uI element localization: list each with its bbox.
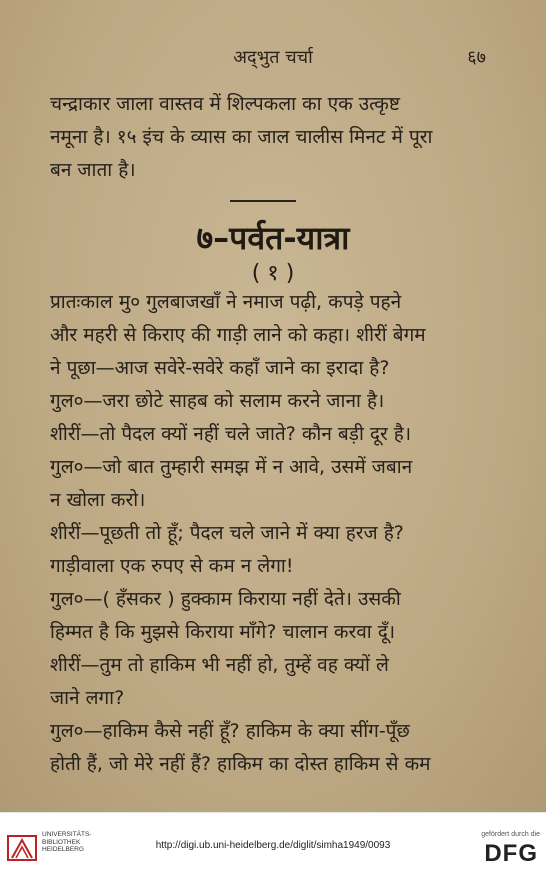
text-line: शीरीं—पूछती तो हूँ; पैदल चले जाने में क्या हरज है? xyxy=(50,522,404,544)
text-line: गुल०—जरा छोटे साहब को सलाम करने जाना है। xyxy=(50,390,385,412)
intro-paragraph xyxy=(50,88,480,187)
funded-by-label: gefördert durch die xyxy=(481,831,540,838)
text-line: नमूना है। १५ इंच के व्यास का जाल चालीस मिनट में पूरा xyxy=(50,126,433,148)
header-title: अद्‌भुत चर्चा xyxy=(233,47,313,68)
text-line: और महरी से किराए की गाड़ी लाने को कहा। शीरीं बेगम xyxy=(50,324,426,346)
chapter-subtitle: ( १ ) xyxy=(251,261,295,286)
text-line: गुल०—जो बात तुम्हारी समझ में न आवे, उसमें जबान xyxy=(50,456,413,478)
permalink-url[interactable]: http://digi.ub.uni-heidelberg.de/diglit/simha1949/0093 xyxy=(155,840,391,851)
text-line: गुल०—( हँसकर ) हुक्काम किराया नहीं देते। उसकी xyxy=(50,588,401,610)
dfg-logo: DFG xyxy=(484,840,538,867)
library-line: UNIVERSITÄTS- xyxy=(42,831,92,838)
text-line: शीरीं—तो पैदल क्यों नहीं चले जाते? कौन बड़ी दूर है। xyxy=(50,423,412,445)
section-divider xyxy=(230,200,296,202)
text-line: गाड़ीवाला एक रुपए से कम न लेगा! xyxy=(50,555,294,577)
running-header xyxy=(0,45,546,75)
text-line: गुल०—हाकिम कैसे नहीं हूँ? हाकिम के क्या सींग-पूँछ xyxy=(50,720,410,742)
text-line: हिम्मत है कि मुझसे किराया माँगे? चालान करवा दूँ। xyxy=(50,621,396,643)
page-number: ६७ xyxy=(467,47,486,68)
library-line: BIBLIOTHEK xyxy=(42,838,81,846)
text-line: चन्द्राकार जाला वास्तव में शिल्पकला का एक उत्कृष्ट xyxy=(50,93,400,115)
chapter-title: ७–पर्वत-यात्रा xyxy=(196,219,350,257)
body-text xyxy=(50,286,480,781)
text-line: न खोला करो। xyxy=(50,489,146,511)
text-line: होती हैं, जो मेरे नहीं हैं? हाकिम का दोस्त हाकिम से कम xyxy=(50,753,431,775)
text-line: बन जाता है। xyxy=(50,159,136,181)
text-line: प्रातःकाल मु० गुलबाजखाँ ने नमाज पढ़ी, कपड़े पहने xyxy=(50,291,402,313)
text-line: शीरीं—तुम तो हाकिम भी नहीं हो, तुम्हें वह क्यों ले xyxy=(50,654,389,676)
text-line: जाने लगा? xyxy=(50,687,125,709)
text-line: ने पूछा—आज सवेरे-सवेरे कहाँ जाने का इरादा है? xyxy=(50,357,390,379)
library-line: HEIDELBERG xyxy=(42,846,84,853)
